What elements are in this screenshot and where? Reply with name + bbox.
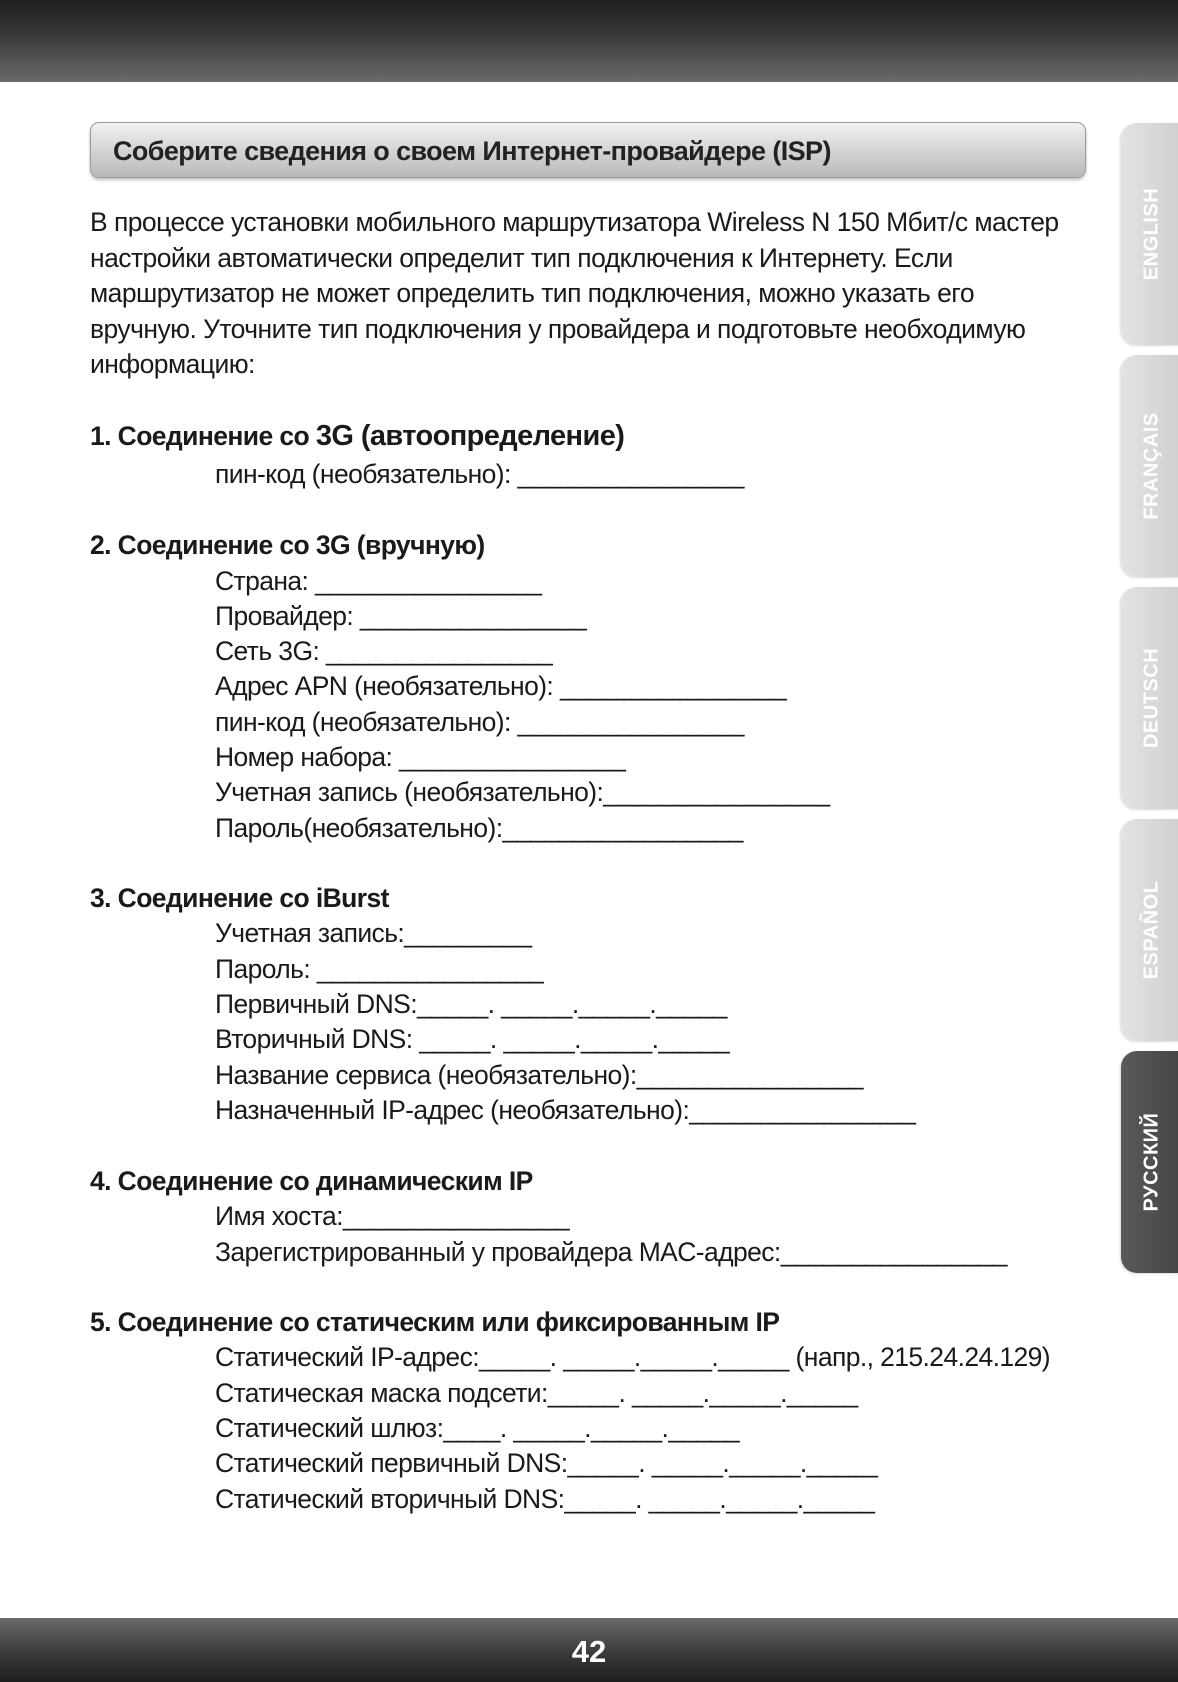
top-decorative-bar <box>0 0 1178 82</box>
field-secondary-dns: Вторичный DNS: _____. _____._____._____ <box>215 1024 730 1054</box>
section-3-heading: 3. Соединение со iBurst <box>90 883 389 913</box>
section-title: Соберите сведения о своем Интернет-провайдере (ISP) <box>113 136 831 166</box>
intro-paragraph: В процессе установки мобильного маршрутизатора Wireless N 150 Мбит/с мастер настройки автоматически определит тип подключения к Интернету. Если маршрутизатор не может определить тип подключения, можно указать его вручную. Уточните тип подключения у провайдера и подготовьте необходимую информацию: <box>90 207 1059 379</box>
field-static-secondary-dns: Статический вторичный DNS:_____. _____._____._____ <box>215 1484 875 1514</box>
page-number: 42 <box>571 1634 607 1669</box>
field-password-iburst: Пароль: ________________ <box>215 954 544 984</box>
field-static-ip: Статический IP-адрес:_____. _____._____._____ (напр., 215.24.24.129) <box>215 1342 1051 1372</box>
field-password-3g: Пароль(необязательно):_________________ <box>215 813 743 843</box>
field-subnet-mask: Статическая маска подсети:_____. _____._____._____ <box>215 1378 858 1408</box>
field-primary-dns: Первичный DNS:_____. _____._____._____ <box>215 989 727 1019</box>
section-2-heading: 2. Соединение со 3G (вручную) <box>90 530 485 560</box>
field-pin-auto: пин-код (необязательно): ________________ <box>215 459 744 489</box>
field-gateway: Статический шлюз:____. _____._____._____ <box>215 1413 740 1443</box>
field-hostname: Имя хоста:________________ <box>215 1201 570 1231</box>
field-static-primary-dns: Статический первичный DNS:_____. _____._____._____ <box>215 1448 878 1478</box>
field-account-3g: Учетная запись (необязательно):________________ <box>215 777 830 807</box>
field-provider: Провайдер: ________________ <box>215 601 587 631</box>
field-dial-number: Номер набора: ________________ <box>215 742 626 772</box>
section-header <box>90 122 1086 178</box>
field-account-iburst: Учетная запись:_________ <box>215 918 532 948</box>
field-assigned-ip: Назначенный IP-адрес (необязательно):________________ <box>215 1095 916 1125</box>
section-1-heading <box>90 420 624 452</box>
field-country: Страна: ________________ <box>215 566 542 596</box>
field-mac-address: Зарегистрированный у провайдера MAC-адрес:________________ <box>215 1237 1007 1267</box>
field-3g-network: Сеть 3G: ________________ <box>215 636 553 666</box>
field-apn: Адрес APN (необязательно): ________________ <box>215 671 787 701</box>
section-4-heading: 4. Соединение со динамическим IP <box>90 1166 533 1196</box>
field-service-name: Название сервиса (необязательно):________________ <box>215 1060 863 1090</box>
section-5-heading: 5. Соединение со статическим или фиксированным IP <box>90 1307 780 1337</box>
section-1-heading-main: 3G (автоопределение) <box>315 420 625 452</box>
field-pin-manual: пин-код (необязательно): ________________ <box>215 707 744 737</box>
section-1-heading-prefix: 1. Соединение со <box>90 421 316 451</box>
